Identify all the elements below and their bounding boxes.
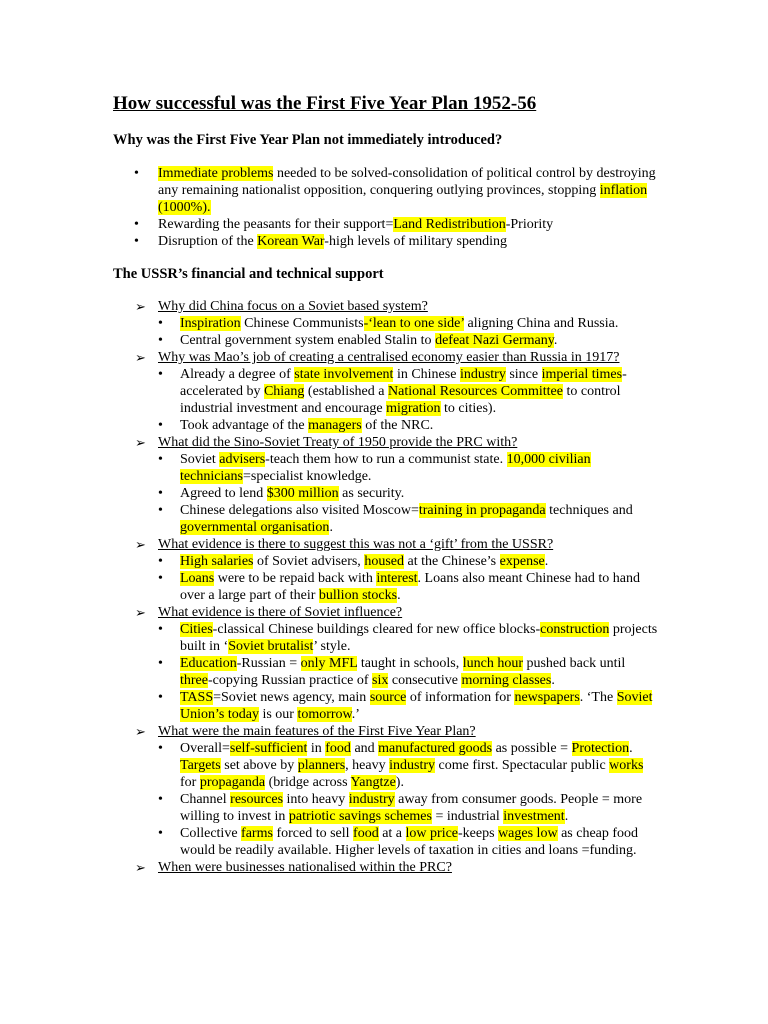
bullet-icon: • (158, 792, 163, 807)
bullet-icon: • (158, 503, 163, 518)
highlighted-text: wages low (498, 826, 558, 841)
body-text: ’ style. (313, 639, 351, 654)
answer-item (0, 825, 660, 859)
body-text: Already a degree of (180, 367, 295, 382)
highlighted-text: Education (180, 656, 237, 671)
highlighted-text: Soviet Union’s today (180, 690, 653, 722)
highlighted-text: High salaries (180, 554, 254, 569)
bullet-item (0, 216, 658, 233)
answer-list (0, 553, 660, 604)
highlighted-text: Protection (571, 741, 630, 756)
body-text: were to be repaid back with (214, 571, 377, 586)
body-text: in Chinese (393, 367, 460, 382)
intro-bullet-list (0, 165, 658, 250)
body-text: as possible = (492, 741, 572, 756)
highlighted-text: lunch hour (462, 656, 523, 671)
body-text: taught in schools, (357, 656, 463, 671)
body-text: projects built in ‘ (180, 622, 658, 654)
page-title: How successful was the First Five Year Plan 1952-56 (113, 93, 537, 114)
highlighted-text: state involvement (294, 367, 394, 382)
highlighted-text: source (369, 690, 407, 705)
body-text: . (551, 673, 555, 688)
body-text: -Priority (505, 217, 554, 232)
body-text: to control industrial investment and encourage (180, 384, 621, 416)
highlighted-text: expense (499, 554, 545, 569)
bullet-icon: • (158, 316, 163, 331)
answer-item (0, 332, 660, 349)
question-text: What evidence is there of Soviet influence? (158, 605, 403, 620)
bullet-icon: • (158, 690, 163, 705)
body-text: , heavy (345, 758, 390, 773)
arrow-bullet-icon: ➢ (135, 537, 146, 552)
bullet-icon: • (158, 486, 163, 501)
body-text: . (564, 809, 569, 824)
highlighted-text: Targets (180, 758, 221, 773)
body-text: pushed back until (522, 656, 626, 671)
body-text: Soviet (180, 452, 220, 467)
bullet-icon: • (158, 333, 163, 348)
body-text: . (397, 588, 401, 603)
body-text: in (307, 741, 326, 756)
question-heading (0, 859, 658, 876)
highlighted-text: governmental organisation (180, 520, 330, 535)
body-text: -keeps (458, 826, 499, 841)
highlighted-text: Yangtze (350, 775, 396, 790)
answer-item (0, 417, 660, 434)
arrow-bullet-icon: ➢ (135, 724, 146, 739)
body-text: needed to be solved-consolidation of political control by destroying any remaining nationalist opposition, conquering outlying provinces, stopping (158, 166, 656, 198)
body-text: -high levels of military spending (324, 234, 508, 249)
bullet-item (0, 233, 658, 250)
answer-item (0, 366, 660, 417)
highlighted-text: Immediate problems (158, 166, 274, 181)
bullet-icon: • (158, 571, 163, 586)
highlighted-text: patriotic savings schemes (288, 809, 432, 824)
question-heading (0, 434, 658, 451)
highlighted-text: six (372, 673, 389, 688)
bullet-icon: • (158, 656, 163, 671)
bullet-icon: • (158, 418, 163, 433)
highlighted-text: food (325, 741, 351, 756)
body-text: Rewarding the peasants for their support= (158, 217, 394, 232)
bullet-icon: • (134, 217, 139, 232)
answer-item (0, 485, 660, 502)
bullet-item (0, 165, 658, 216)
body-text: into heavy (283, 792, 349, 807)
highlighted-text: construction (540, 622, 610, 637)
answer-list (0, 366, 660, 434)
arrow-bullet-icon: ➢ (135, 605, 146, 620)
answer-item (0, 451, 660, 485)
body-text: away from consumer goods. People = more willing to invest in (180, 792, 643, 824)
answer-list (0, 621, 660, 723)
highlighted-text: TASS (180, 690, 214, 705)
body-text: Collective (180, 826, 242, 841)
highlighted-text: three (180, 673, 208, 688)
bullet-icon: • (158, 554, 163, 569)
body-text: of Soviet advisers, (253, 554, 365, 569)
highlighted-text: training in propaganda (418, 503, 546, 518)
body-text: of information for (406, 690, 515, 705)
body-text: .’ (351, 707, 360, 722)
highlighted-text: Inspiration (180, 316, 241, 331)
highlighted-text: low price (405, 826, 459, 841)
body-text: Took advantage of the (180, 418, 309, 433)
answer-item (0, 655, 660, 689)
question-text: What did the Sino-Soviet Treaty of 1950 provide the PRC with? (158, 435, 518, 450)
answer-item (0, 689, 660, 723)
question-heading (0, 536, 658, 553)
answer-list (0, 451, 660, 536)
body-text: Disruption of the (158, 234, 258, 249)
highlighted-text: propaganda (199, 775, 266, 790)
question-heading (0, 349, 658, 366)
body-text: Central government system enabled Stalin to (180, 333, 436, 348)
body-text: -accelerated by (180, 367, 627, 399)
body-text: =specialist knowledge. (242, 469, 372, 484)
section-heading-introduction: Why was the First Five Year Plan not immediately introduced? (113, 132, 503, 148)
highlighted-text: housed (364, 554, 404, 569)
highlighted-text: manufactured goods (378, 741, 493, 756)
question-heading (0, 604, 658, 621)
highlighted-text: Cities (180, 622, 213, 637)
highlighted-text: morning classes (461, 673, 552, 688)
bullet-icon: • (158, 367, 163, 382)
body-text: . Loans also meant Chinese had to hand over a large part of their (180, 571, 640, 603)
highlighted-text: Loans (180, 571, 215, 586)
arrow-bullet-icon: ➢ (135, 299, 146, 314)
body-text: -copying Russian practice of (207, 673, 373, 688)
body-text: (bridge across (265, 775, 351, 790)
section-heading-support: The USSR’s financial and technical support (113, 266, 384, 282)
body-text: . ‘The (579, 690, 617, 705)
body-text: (established a (304, 384, 388, 399)
body-text: . (329, 520, 333, 535)
body-text: for (180, 775, 200, 790)
answer-item (0, 502, 660, 536)
body-text: Overall= (180, 741, 230, 756)
highlighted-text: Korean War (257, 234, 325, 249)
answer-list (0, 315, 660, 349)
highlighted-text: newspapers (514, 690, 580, 705)
highlighted-text: interest (376, 571, 418, 586)
bullet-icon: • (158, 452, 163, 467)
highlighted-text: only MFL (300, 656, 358, 671)
answer-item (0, 791, 660, 825)
highlighted-text: managers (308, 418, 362, 433)
body-text: . (544, 554, 549, 569)
question-text: Why was Mao’s job of creating a centralised economy easier than Russia in 1917? (158, 350, 620, 365)
highlighted-text: food (353, 826, 379, 841)
body-text: to cities). (440, 401, 497, 416)
body-text: Chinese delegations also visited Moscow= (180, 503, 419, 518)
body-text: is our (258, 707, 298, 722)
question-text: When were businesses nationalised within the PRC? (158, 860, 452, 875)
body-text: as cheap food would be readily available. Higher levels of taxation in cities and loans =funding. (180, 826, 639, 858)
answer-item (0, 315, 660, 332)
body-text: Agreed to lend (180, 486, 267, 501)
body-text: and (350, 741, 379, 756)
body-text: consecutive (388, 673, 462, 688)
arrow-bullet-icon: ➢ (135, 860, 146, 875)
question-text: What evidence is there to suggest this was not a ‘gift’ from the USSR? (158, 537, 554, 552)
bullet-icon: • (134, 166, 139, 181)
body-text: . (629, 741, 633, 756)
body-text: as security. (338, 486, 405, 501)
bullet-icon: • (158, 741, 163, 756)
highlighted-text: industry (459, 367, 506, 382)
body-text: since (505, 367, 542, 382)
body-text: =Soviet news agency, main (213, 690, 370, 705)
body-text: of the NRC. (361, 418, 434, 433)
highlighted-text: farms (241, 826, 273, 841)
highlighted-text: imperial times (541, 367, 623, 382)
body-text: . (553, 333, 558, 348)
highlighted-text: Land Redistribution (393, 217, 506, 232)
body-text: at a (378, 826, 406, 841)
highlighted-text: industry (389, 758, 435, 773)
answer-list (0, 740, 660, 859)
highlighted-text: tomorrow (297, 707, 352, 722)
highlighted-text: National Resources Committee (388, 384, 563, 399)
question-text: Why did China focus on a Soviet based system? (158, 299, 428, 314)
highlighted-text: planners (297, 758, 346, 773)
body-text: -Russian = (236, 656, 301, 671)
question-list (0, 298, 660, 876)
highlighted-text: 10,000 civilian technicians (180, 452, 591, 484)
highlighted-text: $300 million (266, 486, 339, 501)
highlighted-text: industry (348, 792, 395, 807)
highlighted-text: -‘lean to one side’ (363, 316, 464, 331)
body-text: come first. Spectacular public (435, 758, 610, 773)
highlighted-text: resources (230, 792, 284, 807)
body-text: -classical Chinese buildings cleared for new office blocks- (212, 622, 541, 637)
answer-item (0, 621, 660, 655)
bullet-icon: • (158, 622, 163, 637)
arrow-bullet-icon: ➢ (135, 350, 146, 365)
question-heading (0, 298, 658, 315)
highlighted-text: defeat Nazi Germany (435, 333, 554, 348)
highlighted-text: Chiang (263, 384, 305, 399)
body-text: ). (395, 775, 404, 790)
body-text: at the Chinese’s (403, 554, 500, 569)
body-text: forced to sell (272, 826, 354, 841)
body-text: aligning China and Russia. (463, 316, 619, 331)
highlighted-text: Soviet brutalist (228, 639, 314, 654)
highlighted-text: investment (503, 809, 565, 824)
body-text: = industrial (431, 809, 504, 824)
highlighted-text: self-sufficient (229, 741, 308, 756)
highlighted-text: advisers (219, 452, 266, 467)
bullet-icon: • (158, 826, 163, 841)
body-text: Channel (180, 792, 231, 807)
bullet-icon: • (134, 234, 139, 249)
body-text: set above by (220, 758, 298, 773)
highlighted-text: inflation (1000%). (158, 183, 648, 215)
arrow-bullet-icon: ➢ (135, 435, 146, 450)
highlighted-text: migration (386, 401, 441, 416)
answer-item (0, 740, 660, 791)
highlighted-text: bullion stocks (318, 588, 398, 603)
answer-item (0, 570, 660, 604)
body-text: techniques and (545, 503, 633, 518)
highlighted-text: works (609, 758, 644, 773)
answer-item (0, 553, 660, 570)
question-heading (0, 723, 658, 740)
body-text: Chinese Communists (240, 316, 364, 331)
body-text: -teach them how to run a communist state. (265, 452, 507, 467)
question-text: What were the main features of the First Five Year Plan? (158, 724, 476, 739)
